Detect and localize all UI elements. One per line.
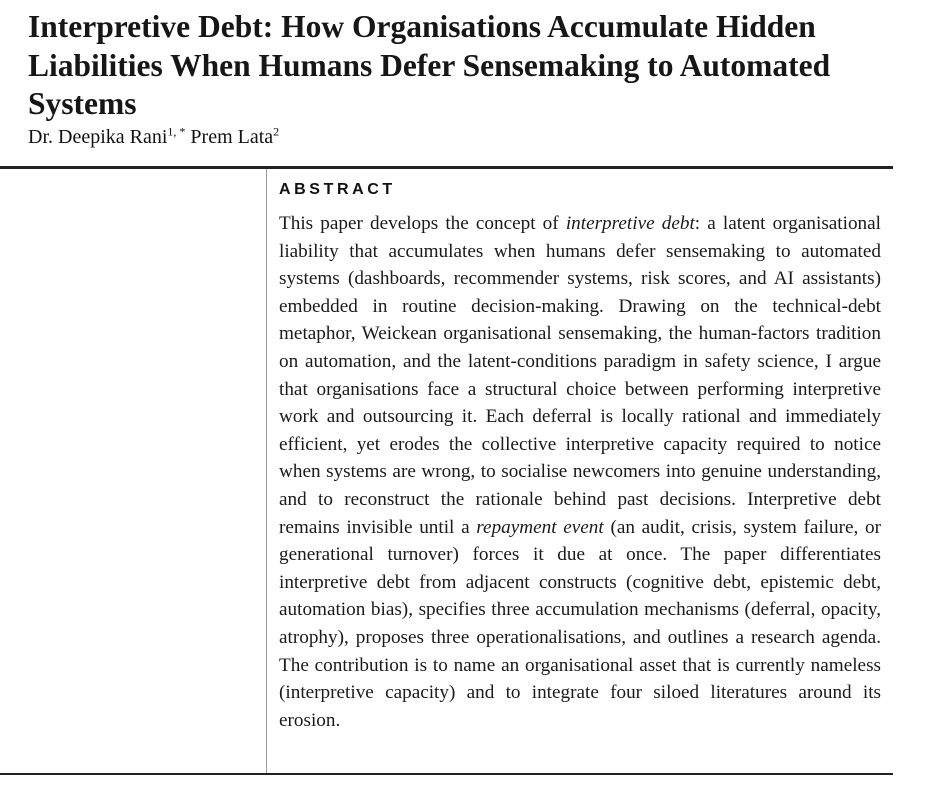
author-name: Prem Lata <box>185 126 274 148</box>
author-line <box>28 124 279 150</box>
abstract-text: (an audit, crisis, system failure, or generational turnover) forces it due at once. The paper differentiates interpretive debt from adjacent constructs (cognitive debt, epistemic debt, automation bias), specifies three accumulation mechanisms (deferral, opacity, atrophy), proposes three operationalisations, and outlines a research agenda. The contribution is to name an organisational asset that is currently nameless (interpretive capacity) and to integrate four siloed literatures around its erosion. <box>279 516 882 731</box>
abstract-text: This paper develops the concept of <box>279 213 566 234</box>
author-affiliation: 1, * <box>167 124 186 139</box>
paper-title: Interpretive Debt: How Organisations Accumulate Hidden Liabilities When Humans Defer Sensemaking to Automated Systems <box>28 9 831 121</box>
column-divider <box>266 169 267 773</box>
author-name: Dr. Deepika Rani <box>28 126 168 148</box>
top-rule <box>0 166 893 169</box>
abstract-term: repayment event <box>476 516 604 538</box>
abstract-body <box>279 210 881 734</box>
author-affiliation: 2 <box>273 124 280 139</box>
abstract-term: interpretive debt <box>565 213 695 234</box>
bottom-rule <box>0 773 893 775</box>
abstract-heading: ABSTRACT <box>279 181 396 198</box>
abstract-text: : a latent organisational liability that accumulates when humans defer sensemaking to automated systems (dashboards, recommender systems, risk scores, and AI assistants) embedded in routine decision-making. Drawing on the technical-debt metaphor, Weickean organisational sensemaking, the human-factors tradition on automation, and the latent-conditions paradigm in safety science, I argue that organisations face a structural choice between performing interpretive work and outsourcing it. Each deferral is locally rational and immediately efficient, yet erodes the collective interpretive capacity required to notice when systems are wrong, to socialise newcomers into genuine understanding, and to reconstruct the rationale behind past decisions. Interpretive debt remains invisible until a <box>279 213 881 538</box>
